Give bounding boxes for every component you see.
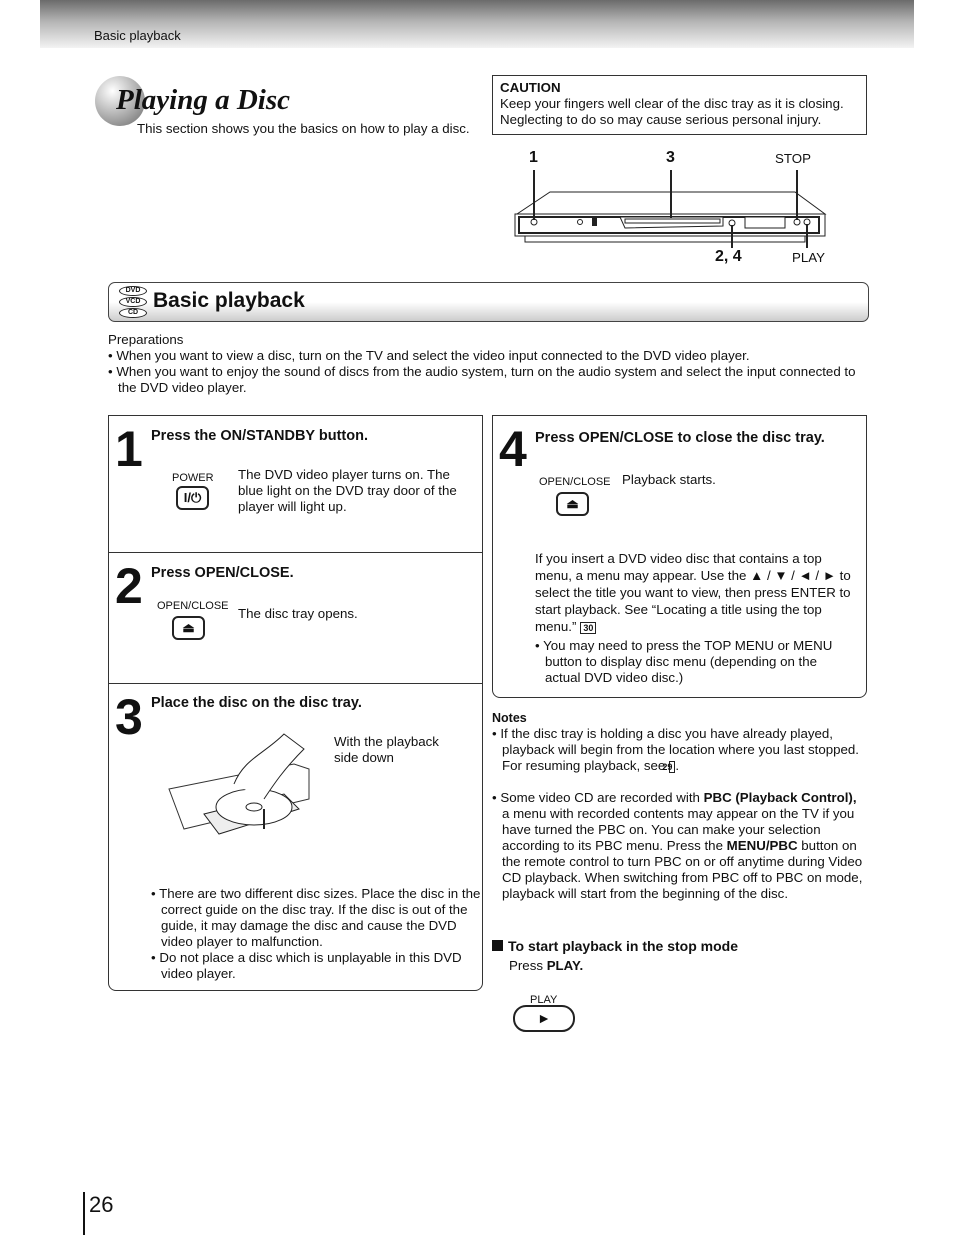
note-item: • Some video CD are recorded with PBC (Playback Control), a menu with recorded contents may appear on the TV if you have turned the PBC on. You can make your selection according to its PBC menu. Press the MENU/PBC button on the remote control to turn PBC on or off anytime during Video CD playback. When switching from PBC off to PBC on mode, playback will start from the beginning of the disc. <box>492 790 863 901</box>
step-number: 2 <box>115 558 143 614</box>
caution-heading: CAUTION <box>500 80 561 95</box>
section-title: Basic playback <box>153 289 305 312</box>
stop-mode-text: Press PLAY. <box>509 958 584 973</box>
header-section: Basic playback <box>94 28 181 43</box>
stop-mode-heading: To start playback in the stop mode <box>492 937 867 955</box>
step-heading: Press OPEN/CLOSE to close the disc tray. <box>535 430 825 446</box>
vcd-disc-icon: VCD <box>119 297 147 307</box>
diagram-label-stop: STOP <box>775 151 811 166</box>
step-heading: Place the disc on the disc tray. <box>151 695 362 711</box>
step-2 <box>109 553 482 684</box>
eject-button-icon: ⏏ <box>172 616 205 640</box>
step-text: With the playback side down <box>334 734 439 765</box>
step-1 <box>109 416 482 553</box>
open-close-label: OPEN/CLOSE <box>157 600 229 612</box>
diagram-label-play: PLAY <box>792 250 826 265</box>
step-heading: Press OPEN/CLOSE. <box>151 565 294 581</box>
preparation-item: • When you want to enjoy the sound of discs from the audio system, turn on the audio system and select the input connected to the DVD video player. <box>108 364 856 395</box>
preparations <box>108 332 868 396</box>
eject-button-icon: ⏏ <box>556 492 589 516</box>
step-heading: Press the ON/STANDBY button. <box>151 428 368 444</box>
preparation-item: • When you want to view a disc, turn on the TV and select the video input connected to the DVD video player. <box>108 348 750 363</box>
step-number: 4 <box>499 421 527 477</box>
caution-box <box>492 75 867 135</box>
bullet-item: • You may need to press the TOP MENU or MENU button to display disc menu (depending on the actual DVD video disc.) <box>535 638 833 685</box>
square-bullet-icon <box>492 940 503 951</box>
player-diagram <box>505 148 835 268</box>
power-button-icon: I/⏻ <box>176 486 209 510</box>
stop-mode-section <box>492 937 867 1026</box>
page-ref-icon: 30 <box>580 622 596 634</box>
diagram-label-3: 3 <box>666 149 675 166</box>
step-4-box <box>492 415 867 698</box>
bullet-item: • There are two different disc sizes. Place the disc in the correct guide on the disc tray. If the disc is out of the guide, it may damage the disc and cause the DVD video player to malfunction. <box>151 886 481 949</box>
diagram-label-2-4: 2, 4 <box>715 248 742 265</box>
bullet-item: • Do not place a disc which is unplayable in this DVD video player. <box>151 950 462 981</box>
page-title: Playing a Disc <box>116 84 290 116</box>
cd-disc-icon: CD <box>119 308 147 318</box>
step-number: 3 <box>115 689 143 745</box>
power-label: POWER <box>172 472 214 484</box>
note-item: • If the disc tray is holding a disc you have already played, playback will begin from the location where you last stopped. For resuming playback, see29 . <box>492 726 859 773</box>
page-header-band <box>40 0 914 48</box>
page-number-rule <box>83 1192 85 1235</box>
step-3-bullets <box>151 886 481 982</box>
page-ref-icon: 29 <box>669 761 675 773</box>
diagram-label-1: 1 <box>529 149 538 166</box>
notes <box>492 710 867 902</box>
notes-heading: Notes <box>492 711 527 725</box>
steps-1-3-box <box>108 415 483 991</box>
dvd-disc-icon: DVD <box>119 286 147 296</box>
step-number: 1 <box>115 421 143 477</box>
open-close-label: OPEN/CLOSE <box>539 476 611 488</box>
step-text: The disc tray opens. <box>238 606 358 621</box>
play-button-icon: ► <box>513 1005 575 1032</box>
preparations-heading: Preparations <box>108 332 184 347</box>
section-header-bar <box>108 282 869 322</box>
step-text: Playback starts. <box>622 472 716 487</box>
play-label: PLAY <box>530 994 558 1006</box>
page-subtitle: This section shows you the basics on how to play a disc. <box>137 121 470 136</box>
page-number: 26 <box>89 1192 114 1217</box>
disc-tray-illustration <box>164 729 314 849</box>
step-text: The DVD video player turns on. The blue light on the DVD tray door of the player will light up. <box>238 467 457 514</box>
caution-text: Keep your fingers well clear of the disc tray as it is closing. Neglecting to do so may cause serious personal injury. <box>500 96 844 127</box>
step-4-paragraph: If you insert a DVD video disc that contains a top menu, a menu may appear. Use the ▲ / ▼ / ◄ / ► to select the title you want to view, then press ENTER to start playback. See “Locating a title using the top menu.” 30 <box>535 551 851 634</box>
